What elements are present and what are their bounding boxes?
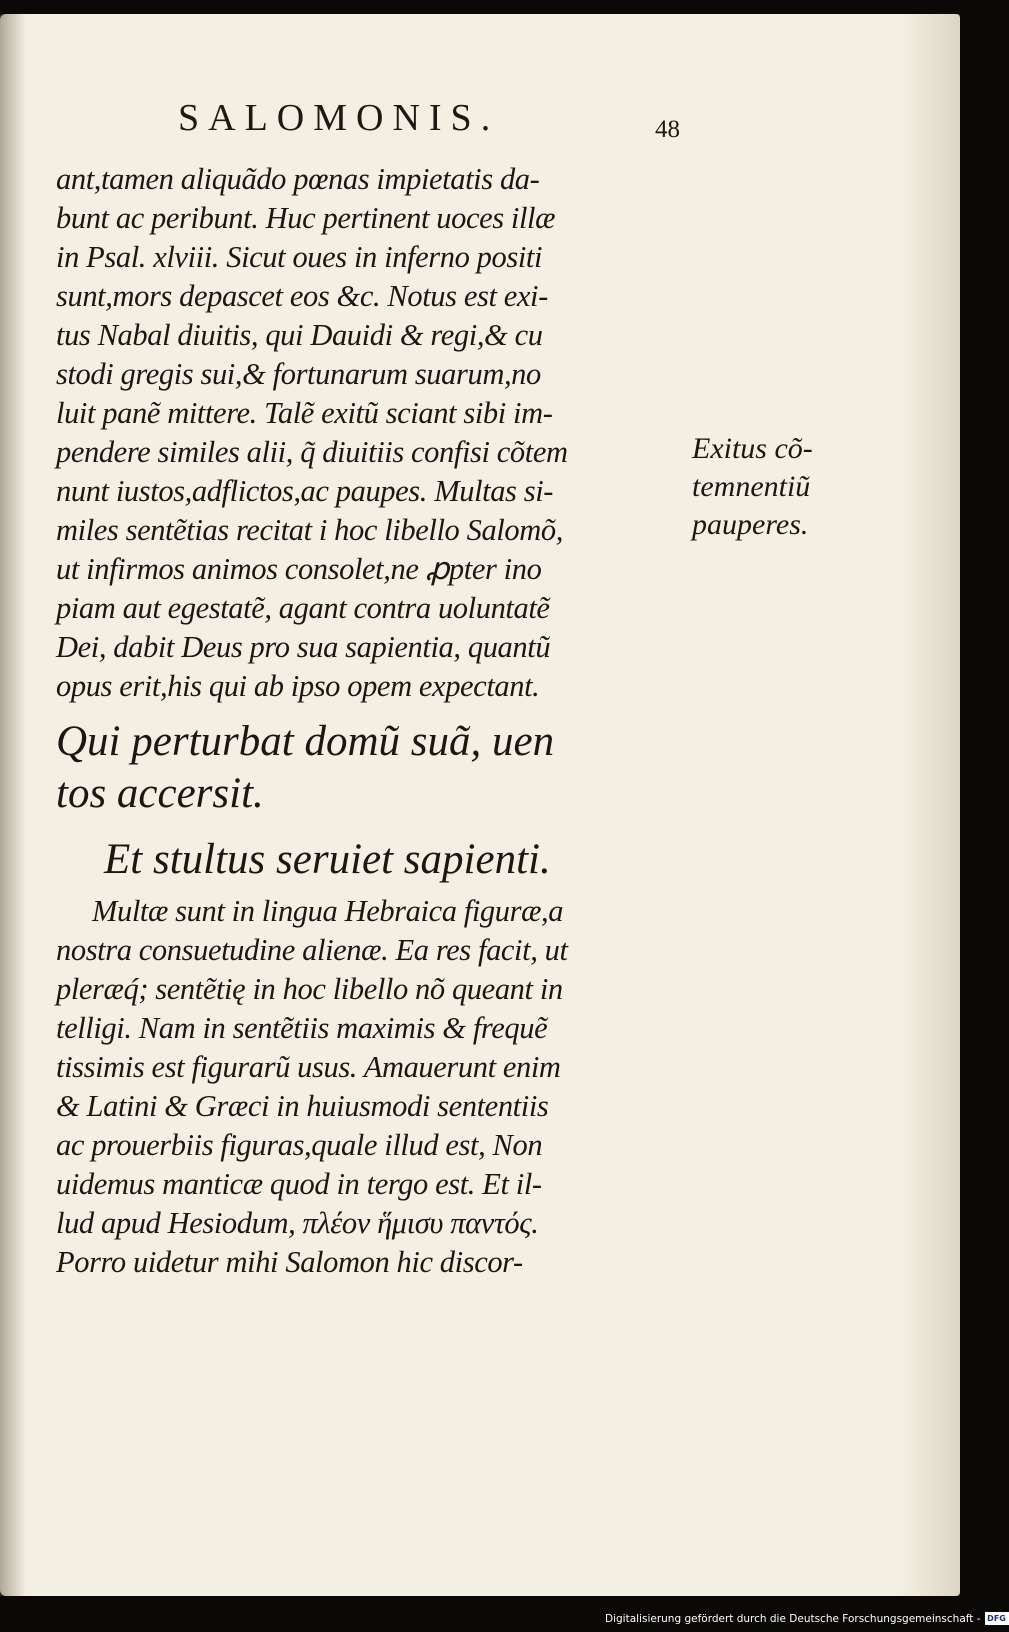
heading-line-3: Et stultus seruiet sapienti. xyxy=(104,836,551,883)
text-line: pendere similes alii, q̃ diuitiis confisi cõtem xyxy=(56,435,568,469)
text-line: tus Nabal diuitis, qui Dauidi & regi,& cu xyxy=(56,318,543,352)
text-line: Dei, dabit Deus pro sua sapientia, quantũ xyxy=(56,630,551,664)
text-line: piam aut egestatẽ, agant contra uoluntatẽ xyxy=(56,591,550,625)
margin-note-line: pauperes. xyxy=(692,508,809,541)
text-line: telligi. Nam in sentẽtiis maximis & frequẽ xyxy=(56,1011,548,1045)
paragraph-2 xyxy=(56,892,676,1282)
text-line: miles sentẽtias recitat i hoc libello Salomõ, xyxy=(56,513,563,547)
text-line: lud apud Hesiodum, πλέον ἥμισυ παντός. xyxy=(56,1206,539,1240)
heading-line-2: tos accersit. xyxy=(56,770,264,817)
running-title: SALOMONIS. xyxy=(178,97,500,139)
text-line: ant,tamen aliquãdo pœnas impietatis da- xyxy=(56,162,540,196)
heading-line-1: Qui perturbat domũ suã, uen xyxy=(56,718,555,765)
text-line: luit panẽ mittere. Talẽ exitũ sciant sibi im- xyxy=(56,396,553,430)
footer-text: Digitalisierung gefördert durch die Deutsche Forschungsgemeinschaft - xyxy=(605,1612,981,1625)
dfg-logo: DFG xyxy=(985,1612,1009,1625)
text-line: Multæ sunt in lingua Hebraica figuræ,a xyxy=(92,894,564,928)
margin-note xyxy=(692,430,813,544)
text-line: sunt,mors depascet eos &c. Notus est exi- xyxy=(56,279,548,313)
text-line: & Latini & Græci in huiusmodi sententiis xyxy=(56,1089,549,1123)
text-line: bunt ac peribunt. Huc pertinent uoces illæ xyxy=(56,201,556,235)
page-number: 48 xyxy=(655,116,680,143)
text-line: nostra consuetudine alienæ. Ea res facit, ut xyxy=(56,933,568,967)
text-line: nunt iustos,adflictos,ac paupes. Multas si- xyxy=(56,474,554,508)
margin-note-line: temnentiũ xyxy=(692,470,811,503)
text-line: pleræq́; sentẽtię in hoc libello nõ queant in xyxy=(56,972,563,1006)
main-text-block xyxy=(56,160,676,1282)
text-line: tissimis est figurarũ usus. Amauerunt enim xyxy=(56,1050,561,1084)
digitization-footer xyxy=(605,1612,1009,1625)
margin-note-line: Exitus cõ- xyxy=(692,432,813,465)
text-line: uidemus manticæ quod in tergo est. Et il- xyxy=(56,1167,542,1201)
text-line: ac prouerbiis figuras,quale illud est, Non xyxy=(56,1128,543,1162)
paragraph-1 xyxy=(56,160,676,706)
page-edge-shadow xyxy=(900,14,960,1596)
page-gutter-shadow xyxy=(0,14,26,1596)
text-line: stodi gregis sui,& fortunarum suarum,no xyxy=(56,357,541,391)
text-line: opus erit,his qui ab ipso opem expectant. xyxy=(56,669,540,703)
text-line: ut infirmos animos consolet,ne ꝓpter ino xyxy=(56,552,542,586)
text-line: in Psal. xlviii. Sicut oues in inferno positi xyxy=(56,240,543,274)
text-line: Porro uidetur mihi Salomon hic discor- xyxy=(56,1245,523,1279)
